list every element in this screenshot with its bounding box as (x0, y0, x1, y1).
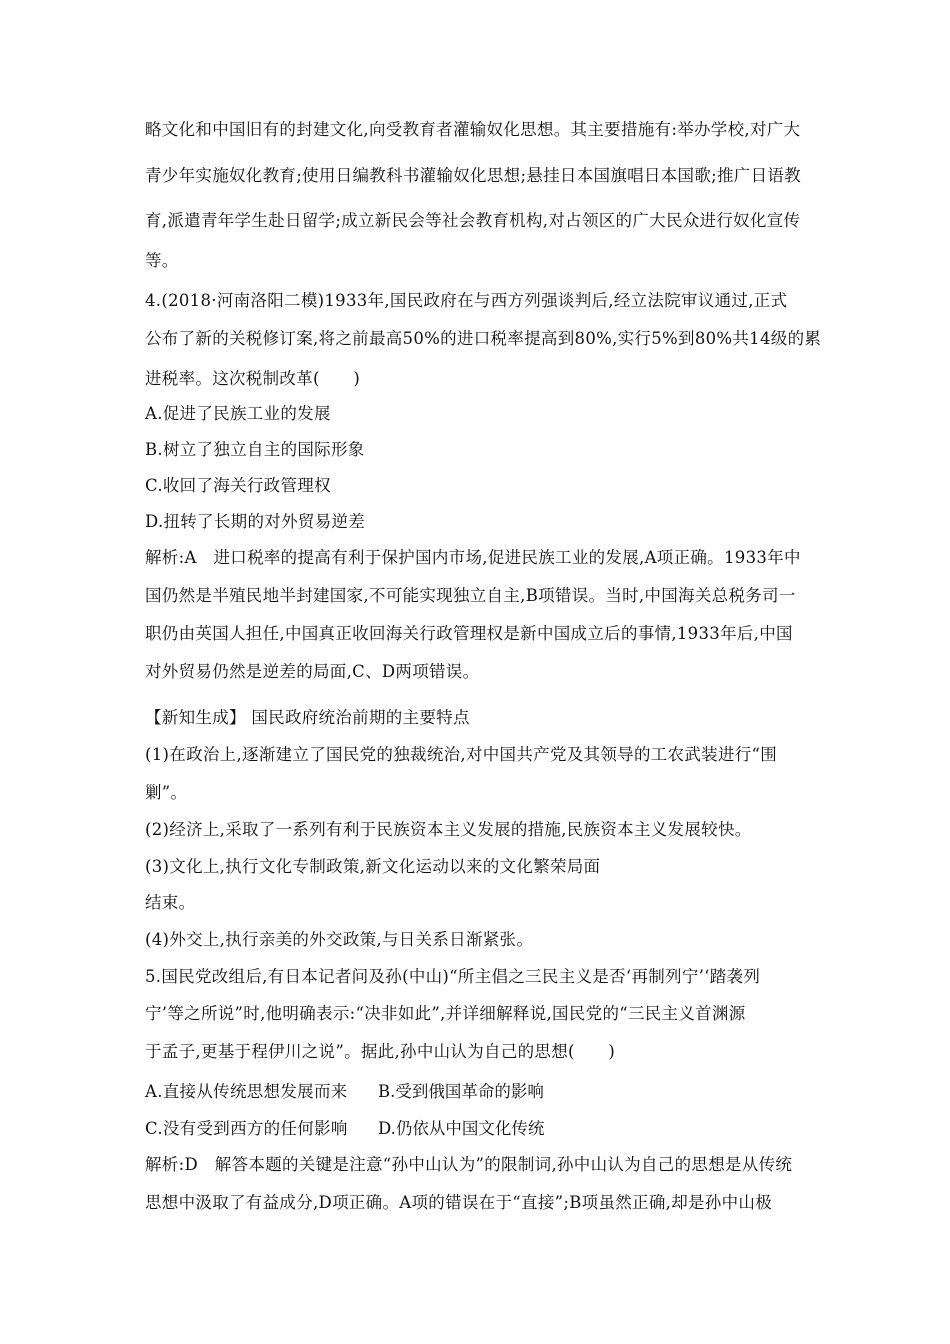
question-4-analysis: 职仍由英国人担任,中国真正收回海关行政管理权是新中国成立后的事情,1933年后,中国 (145, 624, 793, 643)
paragraph-line: 略文化和中国旧有的封建文化,向受教育者灌输奴化思想。其主要措施有:举办学校,对广大 (145, 120, 801, 139)
question-4-analysis: 解析:A 进口税率的提高有利于保护国内市场,促进民族工业的发展,A项正确。1933年中 (145, 548, 801, 567)
knowledge-line: 剿”。 (145, 783, 188, 802)
question-4-stem: 4.(2018·河南洛阳二模)1933年,国民政府在与西方列强谈判后,经立法院审议通过,正式 (145, 291, 788, 310)
question-4-stem: 进税率。这次税制改革( ) (145, 369, 361, 388)
knowledge-line: (4)外交上,执行亲美的外交政策,与日关系日渐紧张。 (145, 930, 534, 949)
paragraph-line: 等。 (145, 251, 179, 270)
question-4-option-c: C.收回了海关行政管理权 (145, 476, 331, 495)
question-5-option-d: D.仍依从中国文化传统 (378, 1119, 545, 1138)
question-5-option-b: B.受到俄国革命的影响 (378, 1082, 544, 1101)
knowledge-line: 结束。 (145, 893, 196, 912)
question-5-stem: 宁’等之所说”时,他明确表示:“决非如此”,并详细解释说,国民党的“三民主义首渊源 (145, 1004, 746, 1023)
question-5-stem: 于孟子,更基于程伊川之说”。据此,孙中山认为自己的思想( ) (145, 1042, 616, 1061)
knowledge-line: (2)经济上,采取了一系列有利于民族资本主义发展的措施,民族资本主义发展较快。 (145, 820, 752, 839)
question-4-option-d: D.扭转了长期的对外贸易逆差 (145, 512, 366, 531)
knowledge-line: (3)文化上,执行文化专制政策,新文化运动以来的文化繁荣局面 (145, 857, 601, 876)
question-5-option-c: C.没有受到西方的任何影响 (145, 1119, 348, 1138)
knowledge-heading: 【新知生成】 国民政府统治前期的主要特点 (145, 708, 470, 727)
paragraph-line: 育,派遣青年学生赴日留学;成立新民会等社会教育机构,对占领区的广大民众进行奴化宣传 (145, 211, 801, 230)
paragraph-line: 青少年实施奴化教育;使用日编教科书灌输奴化思想;悬挂日本国旗唱日本国歌;推广日语教 (145, 166, 801, 185)
question-5-option-a: A.直接从传统思想发展而来 (145, 1082, 348, 1101)
question-4-analysis: 国仍然是半殖民地半封建国家,不可能实现独立自主,B项错误。当时,中国海关总税务司一 (145, 586, 796, 605)
question-4-stem: 公布了新的关税修订案,将之前最高50%的进口税率提高到80%,实行5%到80%共14级的累 (145, 329, 822, 348)
question-4-analysis: 对外贸易仍然是逆差的局面,C、D两项错误。 (145, 662, 480, 681)
question-5-stem: 5.国民党改组后,有日本记者问及孙(中山)“所主倡之三民主义是否‘再制列宁’‘踏袭列 (145, 967, 761, 986)
question-4-option-b: B.树立了独立自主的国际形象 (145, 440, 365, 459)
knowledge-line: (1)在政治上,逐渐建立了国民党的独裁统治,对中国共产党及其领导的工农武装进行“围 (145, 745, 778, 764)
question-4-option-a: A.促进了民族工业的发展 (145, 404, 331, 423)
question-5-analysis: 解析:D 解答本题的关键是注意“孙中山认为”的限制词,孙中山认为自己的思想是从传统 (145, 1155, 793, 1174)
question-5-analysis: 思想中汲取了有益成分,D项正确。A项的错误在于“直接”;B项虽然正确,却是孙中山极 (145, 1193, 772, 1212)
